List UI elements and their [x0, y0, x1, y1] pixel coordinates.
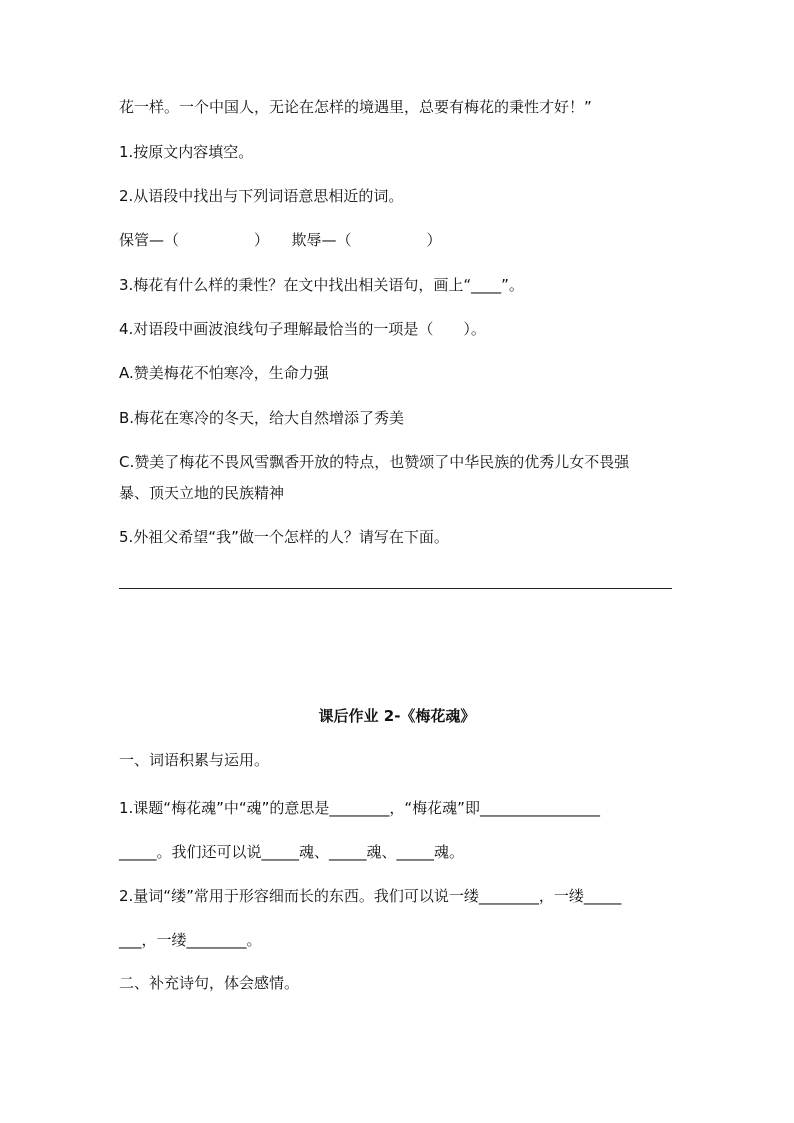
question-2-blanks: 保管—（ ） 欺辱—（ ）: [119, 231, 442, 249]
option-b: B.梅花在寒冷的冬天，给大自然增添了秀美: [119, 409, 405, 427]
question-1: 1.按原文内容填空。: [119, 143, 254, 161]
vocab-question-1-line-2: _____。我们还可以说_____魂、_____魂、_____魂。: [119, 843, 465, 861]
part-one-heading: 一、词语积累与运用。: [119, 751, 270, 769]
question-2: 2.从语段中找出与下列词语意思相近的词。: [119, 187, 404, 205]
vocab-question-1-line-1: 1.课题“梅花魂”中“魂”的意思是________，“梅花魂”即________________: [119, 799, 600, 817]
question-3: 3.梅花有什么样的秉性？在文中找出相关语句，画上“____”。: [119, 276, 524, 294]
part-two-heading: 二、补充诗句，体会感情。: [119, 974, 300, 992]
answer-line: [119, 588, 672, 589]
option-c-line-1: C.赞美了梅花不畏风雪飘香开放的特点，也赞颂了中华民族的优秀儿女不畏强: [119, 453, 630, 471]
vocab-question-2-line-1: 2.量词“缕”常用于形容细而长的东西。我们可以说一缕________，一缕_____: [119, 887, 622, 905]
question-5: 5.外祖父希望“我”做一个怎样的人？请写在下面。: [119, 528, 449, 546]
option-c-line-2: 暴、顶天立地的民族精神: [119, 484, 285, 502]
vocab-question-2-line-2: ___，一缕________。: [119, 931, 262, 949]
passage-ending-line: 花一样。一个中国人，无论在怎样的境遇里，总要有梅花的秉性才好！”: [119, 98, 592, 116]
section-title: 课后作业 2-《梅花魂》: [318, 707, 476, 725]
option-a: A.赞美梅花不怕寒冷，生命力强: [119, 364, 329, 382]
question-4: 4.对语段中画波浪线句子理解最恰当的一项是（ ）。: [119, 320, 486, 338]
